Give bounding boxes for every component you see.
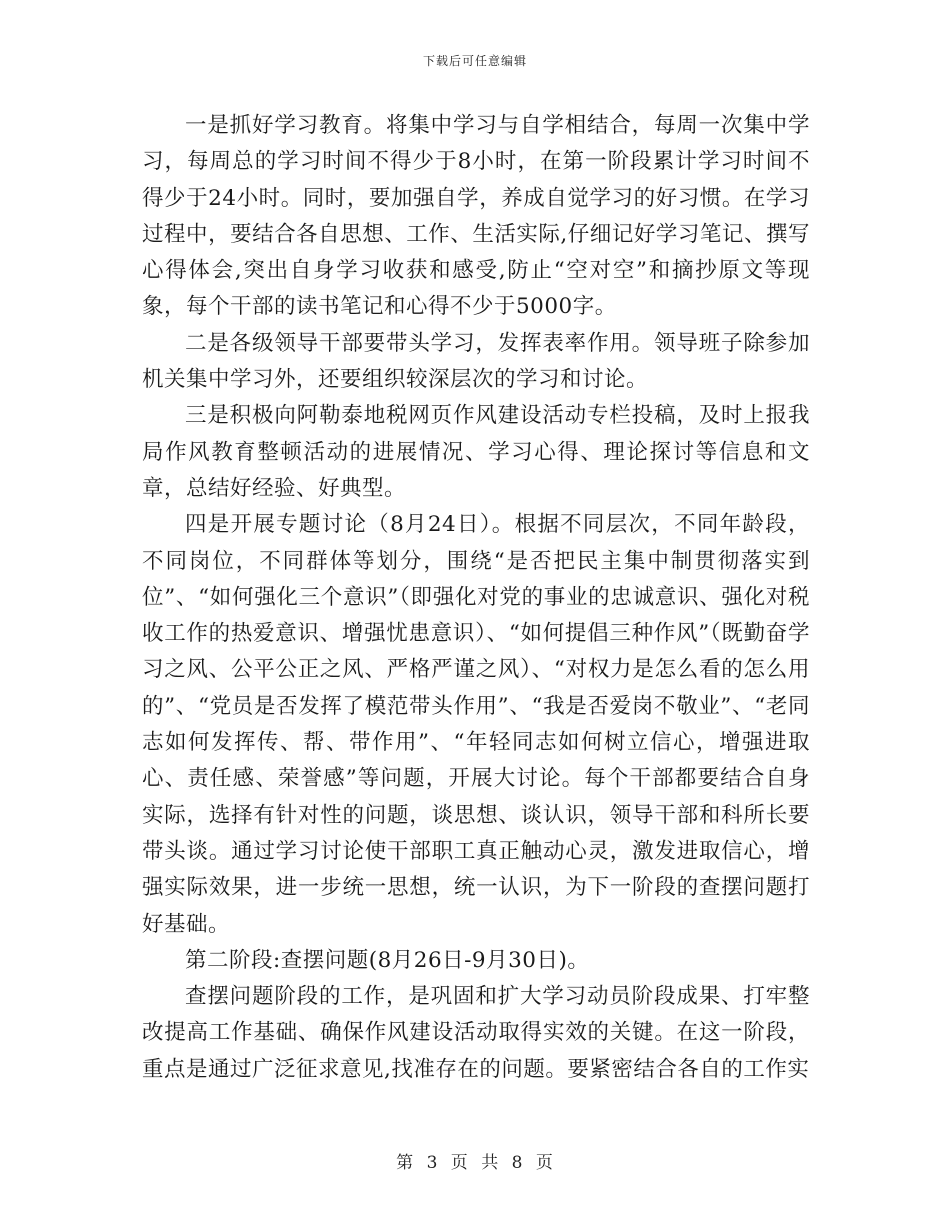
paragraph-stage-two-heading: 第二阶段:查摆问题(8月26日-9月30日)。 — [185, 947, 590, 973]
paragraph-submit-articles: 三是积极向阿勒泰地税网页作风建设活动专栏投稿，及时上报我局作风教育整顿活动的进展情况、学习心得、理论探讨等信息和文章，总结好经验、好典型。 — [142, 403, 810, 501]
paragraph-leaders-lead: 二是各级领导干部要带头学习，发挥表率作用。领导班子除参加机关集中学习外，还要组织较深层次的学习和讨论。 — [142, 330, 810, 393]
header-note: 下载后可任意编辑 — [422, 54, 527, 68]
paragraph-study-education: 一是抓好学习教育。将集中学习与自学相结合，每周一次集中学习，每周总的学习时间不得少于8小时，在第一阶段累计学习时间不得少于24小时。同时，要加强自学，养成自觉学习的好习惯。在学习过程中，要结合各自思想、工作、生活实际,仔细记好学习笔记、撰写心得体会,突出自身学习收获和感受,防止“空对空”和摘抄原文等现象，每个干部的读书笔记和心得不少于5000字。 — [142, 113, 810, 320]
page-number-footer: 第 3 页 共 8 页 — [396, 1153, 554, 1173]
document-body — [142, 108, 810, 1088]
paragraph-special-discussion: 四是开展专题讨论（8月24日）。根据不同层次，不同年龄段，不同岗位，不同群体等划分，围绕“是否把民主集中制贯彻落实到位”、“如何强化三个意识”（即强化对党的事业的忠诚意识、强化对税收工作的热爱意识、增强忧患意识）、“如何提倡三种作风”（既勤奋学习之风、公平公正之风、严格严谨之风）、“对权力是怎么看的怎么用的”、“党员是否发挥了模范带头作用”、“我是否爱岗不敬业”、“老同志如何发挥传、帮、带作用”、“年轻同志如何树立信心，增强进取心、责任感、荣誉感”等问题，开展大讨论。每个干部都要结合自身实际，选择有针对性的问题，谈思想、谈认识，领导干部和科所长要带头谈。通过学习讨论使干部职工真正触动心灵，激发进取信心，增强实际效果，进一步统一思想，统一认识，为下一阶段的查摆问题打好基础。 — [142, 512, 810, 937]
paragraph-stage-two-body: 查摆问题阶段的工作，是巩固和扩大学习动员阶段成果、打牢整改提高工作基础、确保作风建设活动取得实效的关键。在这一阶段，重点是通过广泛征求意见,找准存在的问题。要紧密结合各自的工作实 — [142, 984, 810, 1082]
